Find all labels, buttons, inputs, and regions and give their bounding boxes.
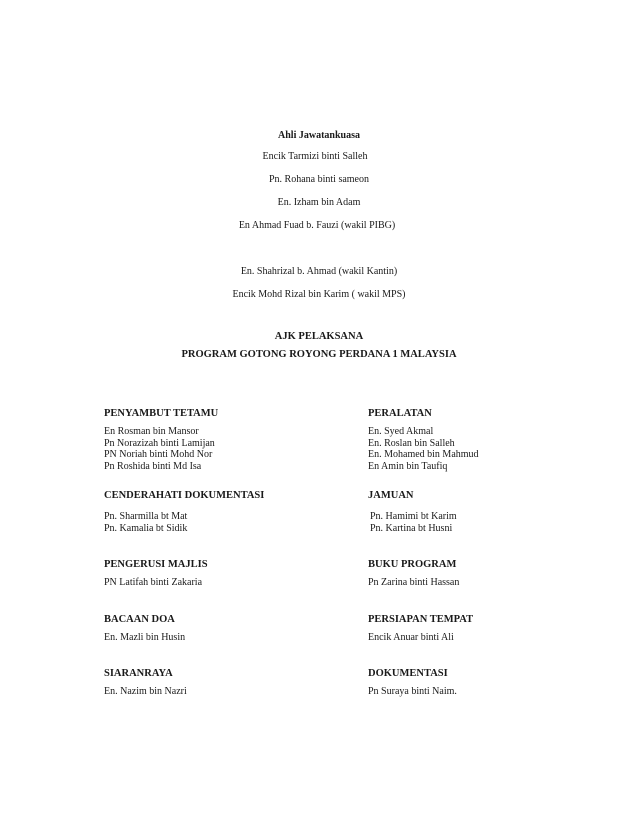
section-item: Pn. Sharmilla bt Mat — [104, 511, 188, 522]
ajk-title: AJK PELAKSANA — [274, 331, 364, 342]
section-item: PN Noriah binti Mohd Nor — [104, 449, 213, 460]
section-title: PERALATAN — [368, 408, 432, 419]
section-item: Pn. Kamalia bt Sidik — [104, 522, 188, 534]
section-item: Pn. Kartina bt Husni — [370, 522, 453, 534]
section-penyambut-tetamu — [104, 407, 354, 472]
section-item: En Rosman bin Mansor — [104, 426, 199, 437]
section-jamuan — [368, 489, 618, 534]
section-dokumentasi — [368, 667, 618, 698]
section-item: Pn Roshida binti Md Isa — [104, 460, 202, 472]
section-pengerusi-majlis — [104, 558, 354, 589]
committee-member: En. Izham bin Adam — [277, 197, 361, 208]
section-title: BACAAN DOA — [104, 614, 175, 625]
section-peralatan — [368, 407, 618, 472]
committee-member: Encik Mohd Rizal bin Karim ( wakil MPS) — [232, 289, 406, 300]
section-persiapan-tempat — [368, 613, 618, 644]
section-siaranraya — [104, 667, 354, 698]
section-item: En. Mohamed bin Mahmud — [368, 449, 479, 460]
committee-member: Encik Tarmizi binti Salleh — [262, 151, 368, 162]
section-item: Pn Suraya binti Naim. — [368, 686, 457, 697]
section-bacaan-doa — [104, 613, 354, 644]
committee-member: Pn. Rohana binti sameon — [269, 174, 369, 185]
committee-title: Ahli Jawatankuasa — [278, 130, 360, 141]
committee-member: En. Shahrizal b. Ahmad (wakil Kantin) — [240, 266, 398, 277]
section-item: En. Roslan bin Salleh — [368, 437, 455, 449]
section-title: PENYAMBUT TETAMU — [104, 408, 219, 419]
section-title: BUKU PROGRAM — [368, 559, 457, 570]
committee-member: En Ahmad Fuad b. Fauzi (wakil PIBG) — [238, 220, 396, 231]
section-cenderahati-dokumentasi — [104, 489, 354, 534]
section-item: En. Nazim bin Nazri — [104, 686, 187, 697]
section-title: JAMUAN — [368, 490, 414, 501]
section-title: DOKUMENTASI — [368, 668, 448, 679]
section-item: En. Syed Akmal — [368, 426, 434, 437]
section-item: En. Mazli bin Husin — [104, 632, 186, 643]
section-item: Pn. Hamimi bt Karim — [370, 511, 457, 522]
section-title: PENGERUSI MAJLIS — [104, 559, 208, 570]
section-title: CENDERAHATI DOKUMENTASI — [104, 490, 265, 501]
section-item: Pn Norazizah binti Lamijan — [104, 437, 215, 449]
section-title: SIARANRAYA — [104, 668, 173, 679]
section-title: PERSIAPAN TEMPAT — [368, 614, 474, 625]
ajk-subtitle: PROGRAM GOTONG ROYONG PERDANA 1 MALAYSIA — [181, 349, 457, 360]
section-buku-program — [368, 558, 618, 589]
section-item: Pn Zarina binti Hassan — [368, 577, 460, 588]
section-item: PN Latifah binti Zakaria — [104, 577, 203, 588]
section-item: En Amin bin Taufiq — [368, 460, 448, 472]
section-item: Encik Anuar binti Ali — [368, 632, 454, 643]
